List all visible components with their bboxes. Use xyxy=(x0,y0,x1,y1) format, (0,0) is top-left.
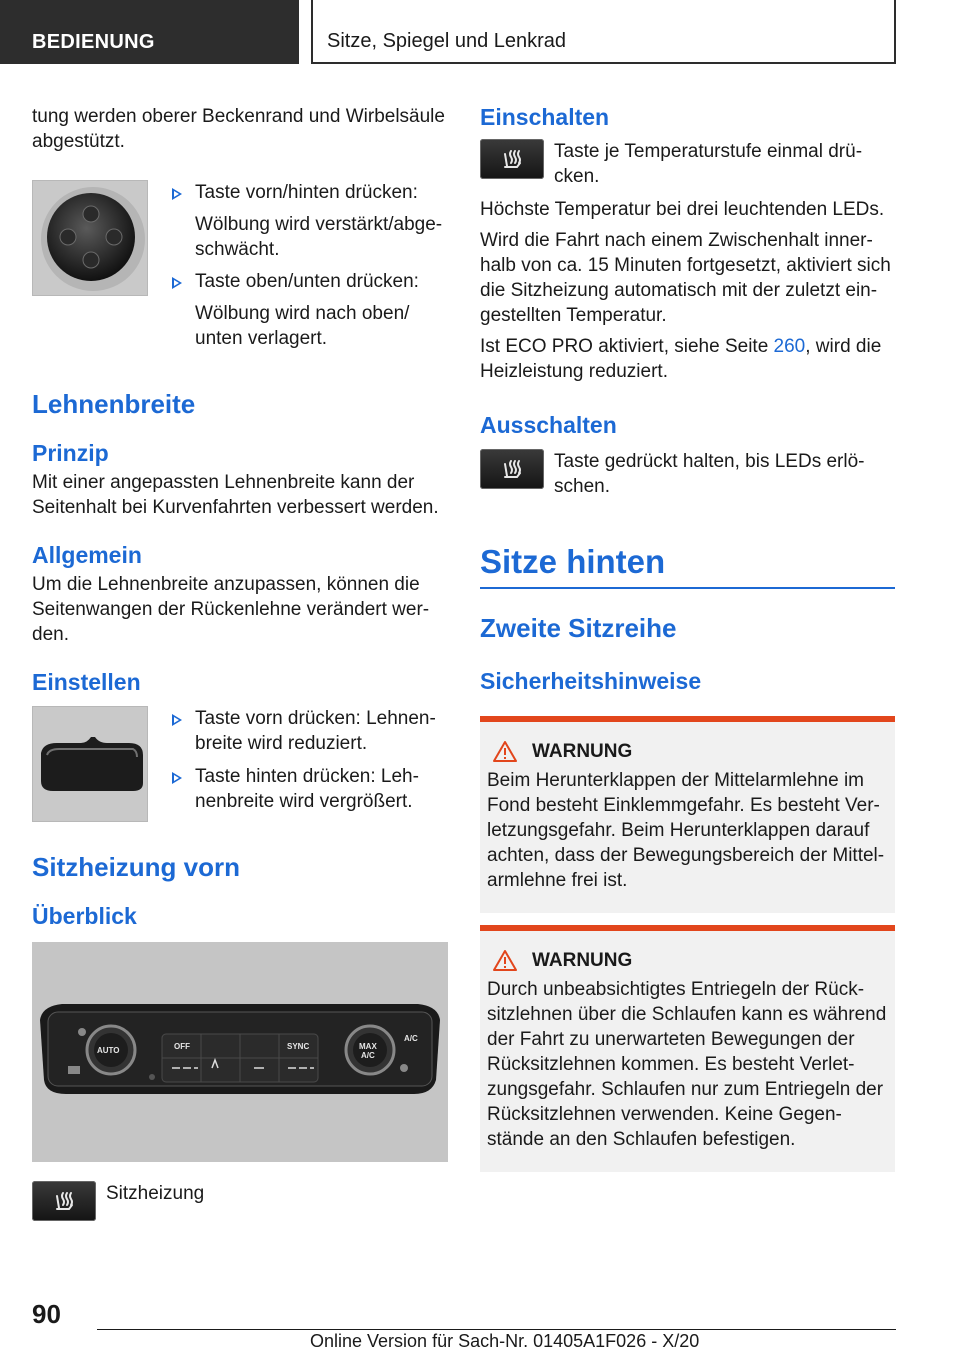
footer-rule xyxy=(97,1329,896,1330)
lumbar-action: Taste vorn/hinten drücken: xyxy=(195,182,418,203)
heading-overview: Überblick xyxy=(32,903,137,929)
warning-title-row xyxy=(487,740,887,763)
eco-pro-suffix: , wird die Heizleistung reduziert. xyxy=(480,336,882,382)
eco-pro-text xyxy=(480,334,895,384)
adjust-text: Taste hinten drücken: Leh‐nenbreite wird vergrößert. xyxy=(195,766,419,812)
lumbar-result: Wölbung wird verstärkt/abge‐schwächt. xyxy=(195,214,443,260)
section-tab: BEDIENUNG xyxy=(0,0,299,64)
max-temp-text: Höchste Temperatur bei drei leuchtenden LEDs. xyxy=(480,199,885,220)
adjust-item xyxy=(172,706,448,756)
intro-text: tung werden oberer Beckenrand und Wirbelsäule abgestützt. xyxy=(32,106,445,152)
lumbar-item xyxy=(172,269,448,351)
panel-off-label: OFF xyxy=(174,1042,190,1051)
svg-text:MAX: MAX xyxy=(359,1042,377,1051)
switch-off-text: Taste gedrückt halten, bis LEDs erlö‐schen. xyxy=(554,451,865,497)
lumbar-result: Wölbung wird nach oben/ unten verlagert. xyxy=(195,303,410,349)
arrow-right-icon xyxy=(172,188,182,200)
warning-title: WARNUNG xyxy=(532,740,633,762)
seat-heating-icon xyxy=(480,449,544,489)
warning-text: Beim Herunterklappen der Mittelarmlehne im Fond besteht Einklemmgefahr. Es besteht Ver‐letzungsgefahr. Beim Herunterklappen darauf achten, dass der Bewegungsbereich der Mittel‐armlehne frei ist. xyxy=(487,770,885,891)
heading-general: Allgemein xyxy=(32,542,142,568)
heading-seat-heating: Sitzheizung vorn xyxy=(32,852,240,882)
warning-title: WARNUNG xyxy=(532,949,633,971)
arrow-right-icon xyxy=(172,277,182,289)
heading-backrest: Lehnenbreite xyxy=(32,389,196,419)
chapter-title: Sitze, Spiegel und Lenkrad xyxy=(311,0,896,64)
warning-triangle-icon xyxy=(492,740,518,763)
eco-pro-prefix: Ist ECO PRO aktiviert, siehe Seite xyxy=(480,336,774,357)
seat-heating-legend xyxy=(32,1181,448,1221)
svg-text:A/C: A/C xyxy=(361,1051,375,1060)
auto-reactivate-text: Wird die Fahrt nach einem Zwischenhalt inner‐halb von ca. 15 Minuten fortgesetzt, aktiviert sich die Sitzheizung automatisch mit der zuletzt ein‐gestellten Temperatur. xyxy=(480,230,891,326)
panel-sync-label: SYNC xyxy=(287,1042,310,1051)
footer-text: Online Version für Sach-Nr. 01405A1F026 - X/20 xyxy=(310,1331,700,1351)
lumbar-action: Taste oben/unten drücken: xyxy=(195,271,419,292)
lumbar-section xyxy=(32,180,448,351)
page-link-260[interactable]: 260 xyxy=(773,336,806,357)
seat-heating-icon xyxy=(480,139,544,179)
page-number: 90 xyxy=(32,1299,61,1329)
backrest-switch-image xyxy=(32,706,148,822)
warning-title-row xyxy=(487,949,887,972)
switch-off-row xyxy=(480,449,895,499)
seat-heating-icon xyxy=(32,1181,96,1221)
warning-triangle-icon xyxy=(492,949,518,972)
general-text: Um die Lehnenbreite anzupassen, können die Seitenwangen der Rückenlehne verändert wer‐den. xyxy=(32,574,430,645)
lumbar-switch-image xyxy=(32,180,148,296)
arrow-right-icon xyxy=(172,772,182,784)
heading-adjust: Einstellen xyxy=(32,669,141,695)
switch-on-row xyxy=(480,139,895,189)
warning-text: Durch unbeabsichtigtes Entriegeln der Rück‐sitzlehnen über die Schlaufen kann es während der Fahrt zu unerwarteten Bewegungen der Rücksitzlehnen kommen. Es besteht Verlet‐zungsgefahr. Schlaufen nur zum Entriegeln der Rücksitzlehnen verwenden. Keine Gegen‐stände an den Schlaufen befestigen. xyxy=(487,979,887,1150)
seat-heating-caption: Sitzheizung xyxy=(106,1183,205,1204)
heading-second-row: Zweite Sitzreihe xyxy=(480,613,677,643)
backrest-section xyxy=(32,706,448,822)
warning-box xyxy=(480,716,895,913)
switch-on-text: Taste je Temperaturstufe einmal drü‐cken. xyxy=(554,141,863,187)
principle-text: Mit einer angepassten Lehnenbreite kann der Seitenhalt bei Kurvenfahrten verbessert werden. xyxy=(32,472,439,518)
heading-safety: Sicherheitshinweise xyxy=(480,668,702,694)
climate-panel-photo xyxy=(32,942,448,1162)
heading-switch-on: Einschalten xyxy=(480,104,610,130)
heading-rule xyxy=(480,587,895,589)
heading-rear-seats: Sitze hinten xyxy=(480,543,666,580)
left-column xyxy=(32,98,448,1221)
arrow-right-icon xyxy=(172,714,182,726)
adjust-item xyxy=(172,764,448,814)
panel-ac-label: A/C xyxy=(404,1034,418,1043)
right-column xyxy=(480,98,895,1172)
lumbar-item xyxy=(172,180,448,262)
adjust-text: Taste vorn drücken: Lehnen‐breite wird reduziert. xyxy=(195,708,436,754)
panel-auto-label: AUTO xyxy=(97,1046,120,1055)
heading-switch-off: Ausschalten xyxy=(480,412,617,438)
heading-principle: Prinzip xyxy=(32,440,109,466)
warning-box xyxy=(480,925,895,1172)
